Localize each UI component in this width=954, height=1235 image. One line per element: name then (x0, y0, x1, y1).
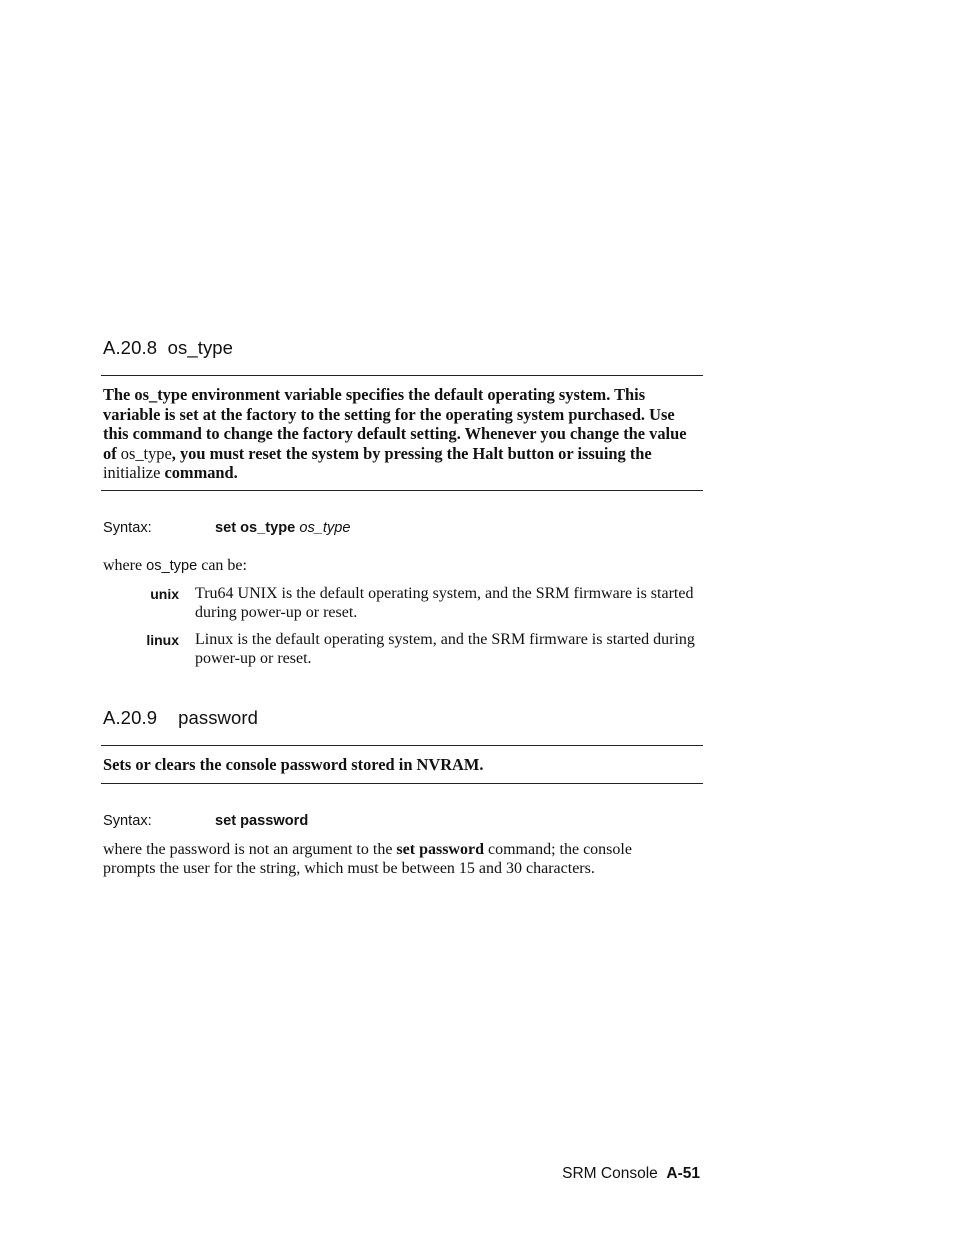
section-number: A.20.8 (103, 337, 158, 358)
password-intro: Sets or clears the console password stored in NVRAM. (103, 755, 484, 774)
inline-command: initialize (103, 463, 161, 482)
bottom-rule (101, 490, 703, 491)
bottom-rule (101, 783, 703, 784)
section-number: A.20.9 (103, 707, 158, 728)
inline-variable: os_type (120, 443, 172, 463)
option-desc-unix: Tru64 UNIX is the default operating system, and the SRM firmware is started during power-up or reset. (195, 585, 694, 621)
syntax-command: set os_type os_type (215, 520, 351, 536)
inline-command: set password (396, 841, 484, 858)
password-body: where the password is not an argument to the set password command; the console prompts the user for the string, which must be between 15 and 30 characters. (103, 841, 632, 877)
option-term-linux: linux (146, 632, 179, 648)
os-type-intro: The os_type environment variable specifies the default operating system. This variable is set at the factory to the setting for the operating system purchased. Use this command to change the factory default setting. Whenever you change the value of os_type, you must reset the system by pressing the Halt button or issuing the initialize command. (103, 385, 687, 482)
top-rule (101, 745, 703, 746)
top-rule (101, 375, 703, 376)
option-desc-linux: Linux is the default operating system, and the SRM firmware is started during power-up or reset. (195, 631, 695, 667)
page-footer (562, 1165, 700, 1183)
inline-variable: os_type (146, 558, 198, 574)
syntax-argument: os_type (299, 520, 351, 536)
page-number: A-51 (666, 1165, 700, 1182)
syntax-command: set password (215, 813, 309, 829)
where-line: where os_type can be: (103, 557, 247, 574)
section-heading-os-type (103, 337, 233, 359)
section-title: os_type (167, 337, 234, 358)
section-title: password (178, 707, 259, 728)
footer-section-title: SRM Console (562, 1165, 658, 1182)
section-heading-password (103, 707, 258, 729)
option-term-unix: unix (150, 586, 179, 602)
syntax-label: Syntax: (103, 813, 152, 829)
syntax-label: Syntax: (103, 520, 152, 536)
